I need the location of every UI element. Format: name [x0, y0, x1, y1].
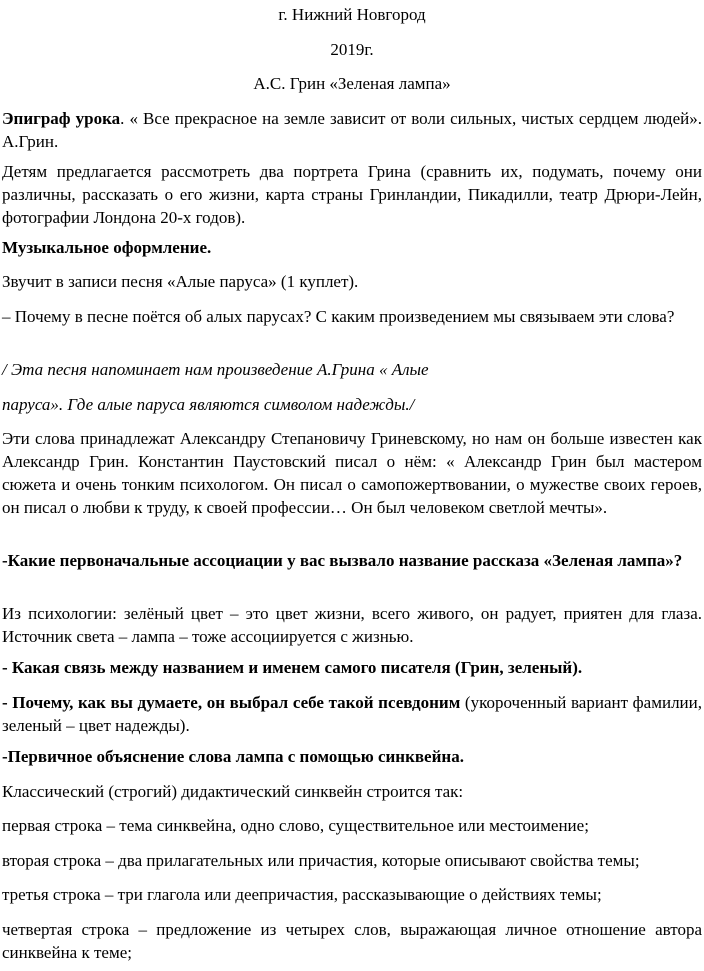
pseudonym-paragraph: [2, 691, 702, 737]
answer-line-2: паруса». Где алые паруса являются символом надежды./: [2, 395, 415, 414]
music-heading: Музыкальное оформление.: [2, 238, 212, 257]
pseudonym-answer: (укороченный вариант фамилии, зеленый – цвет надежды).: [2, 693, 702, 735]
epigraph-paragraph: [2, 107, 702, 153]
pseudonym-question: - Почему, как вы думаете, он выбрал себе такой псевдоним: [2, 693, 461, 712]
epigraph-label: Эпиграф урока: [2, 109, 121, 128]
answer-line-1: / Эта песня напоминает нам произведение А.Грина « Алые: [2, 360, 429, 379]
associations-question: -Какие первоначальные ассоциации у вас вызвало название рассказа «Зеленая лампа»?: [2, 551, 683, 570]
cinquain-intro: Классический (строгий) дидактический синквейн строится так:: [2, 782, 464, 801]
document-title: А.С. Грин «Зеленая лампа»: [253, 74, 451, 93]
song-question: – Почему в песне поётся об алых парусах? С каким произведением мы связываем эти слова?: [2, 307, 675, 326]
song-line: Звучит в записи песня «Алые паруса» (1 куплет).: [2, 272, 359, 291]
author-paragraph: Эти слова принадлежат Александру Степановичу Гриневскому, но нам он больше известен как Александр Грин. Константин Паустовский писал о нём: « Александр Грин был мастером сюжета и очень тонким психологом. Он писал о самопожертвовании, о мужестве своих героев, он писал о любви к труду, к своей профессии… Он был человеком светлой мечты».: [2, 429, 702, 517]
cinquain-line-1: первая строка – тема синквейна, одно слово, существительное или местоимение;: [2, 816, 589, 835]
intro-paragraph: Детям предлагается рассмотреть два портрета Грина (сравнить их, подумать, почему они различны, рассказать о его жизни, карта страны Гринландии, Пикадилли, театр Дрюри-Лейн, фотографии Лондона 20-х годов).: [2, 162, 702, 227]
year-line: 2019г.: [330, 40, 374, 59]
cinquain-line-2: вторая строка – два прилагательных или причастия, которые описывают свойства темы;: [2, 851, 640, 870]
cinquain-question: -Первичное объяснение слова лампа с помощью синквейна.: [2, 747, 464, 766]
cinquain-line-4: четвертая строка – предложение из четырех слов, выражающая личное отношение автора синквейна к теме;: [2, 920, 702, 962]
connection-question: - Какая связь между названием и именем самого писателя (Грин, зеленый).: [2, 658, 583, 677]
epigraph-text: . « Все прекрасное на земле зависит от воли сильных, чистых сердцем людей». А.Грин.: [2, 109, 702, 151]
psychology-paragraph: Из психологии: зелёный цвет – это цвет жизни, всего живого, он радует, приятен для глаза. Источник света – лампа – тоже ассоциируется с жизнью.: [2, 604, 702, 646]
city-line: г. Нижний Новгород: [278, 5, 426, 24]
cinquain-line-3: третья строка – три глагола или деепричастия, рассказывающие о действиях темы;: [2, 885, 602, 904]
